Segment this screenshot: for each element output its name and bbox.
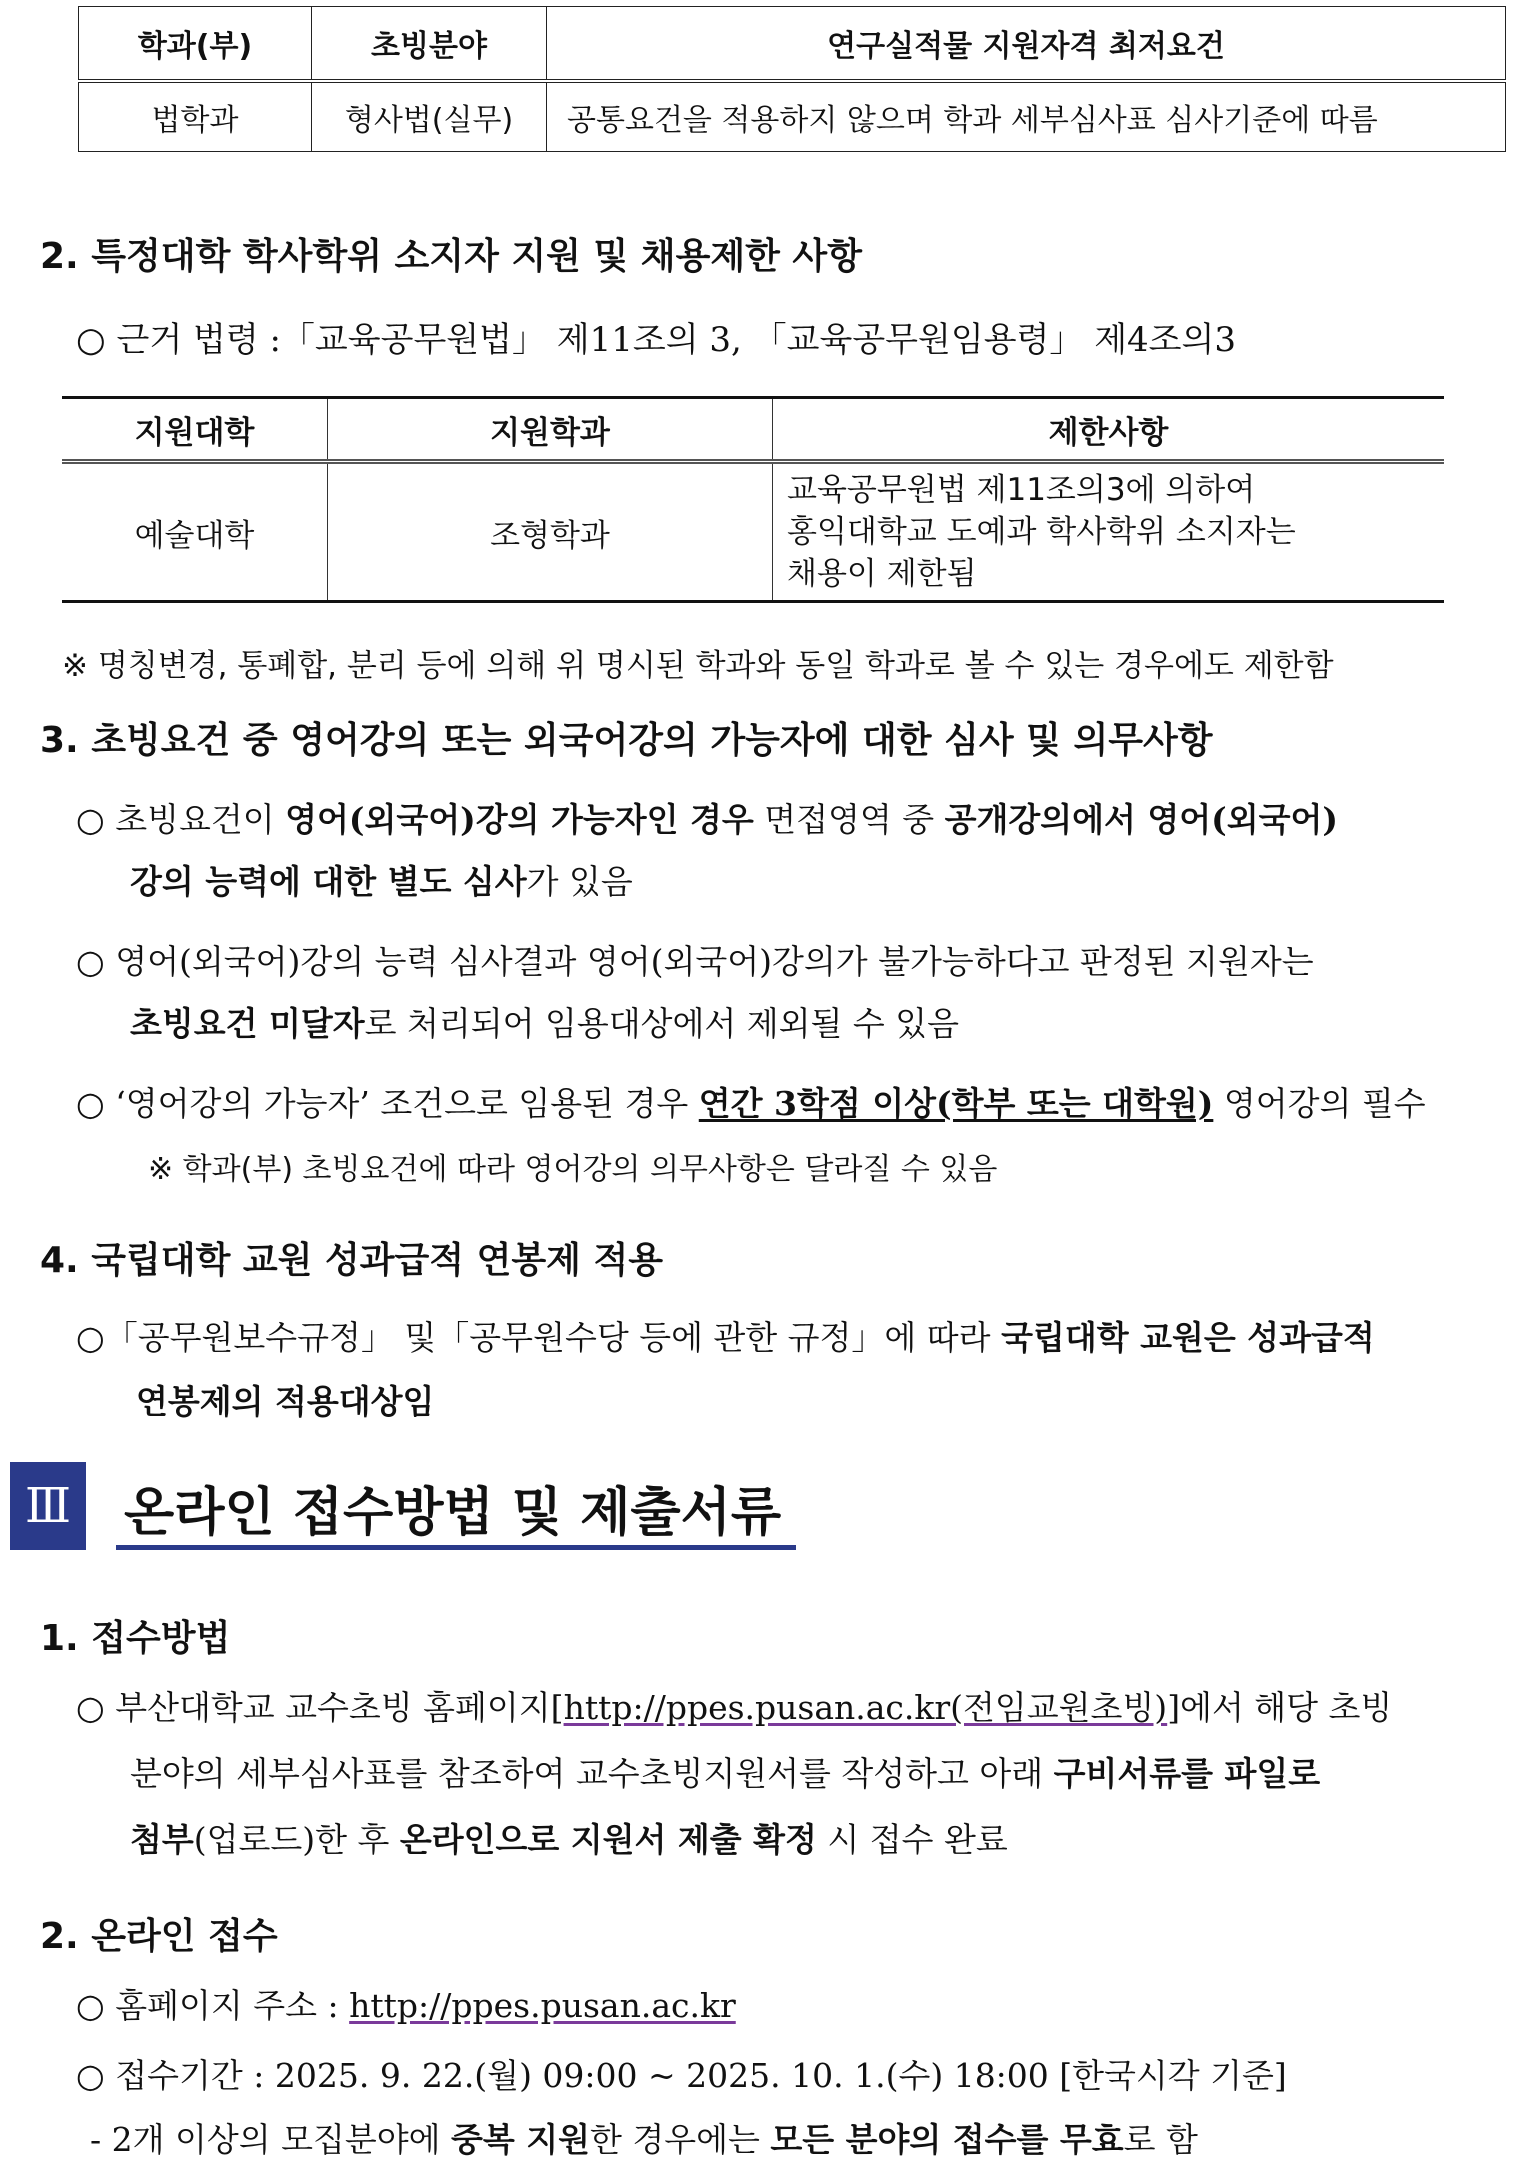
paragraph-continuation: 초빙요건 미달자로 처리되어 임용대상에서 제외될 수 있음: [130, 1004, 960, 1043]
paragraph-continuation: 분야의 세부심사표를 참조하여 교수초빙지원서를 작성하고 아래 구비서류를 파일로: [130, 1754, 1321, 1793]
title-underline: [116, 1545, 796, 1550]
table-cell: 예술대학: [62, 462, 328, 602]
major-section-title: 온라인 접수방법 및 제출서류: [124, 1483, 782, 1543]
paragraph-continuation: 강의 능력에 대한 별도 심사가 있음: [130, 862, 633, 901]
table-cell: 공통요건을 적용하지 않으며 학과 세부심사표 심사기준에 따름: [547, 81, 1506, 152]
section-heading: 4. 국립대학 교원 성과급적 연봉제 적용: [40, 1240, 664, 1281]
table-cell: 조형학과: [328, 462, 773, 602]
restriction-line: 채용이 제한됨: [787, 556, 977, 592]
table-header: 지원대학: [62, 398, 328, 462]
table-header: 학과(부): [79, 7, 312, 82]
paragraph: ○ 부산대학교 교수초빙 홈페이지[http://ppes.pusan.ac.kr(전임교원초빙)]에서 해당 초빙: [76, 1688, 1393, 1727]
paragraph: ○ 초빙요건이 영어(외국어)강의 가능자인 경우 면접영역 중 공개강의에서 영어(외국어): [76, 800, 1339, 839]
note: ※ 명칭변경, 통폐합, 분리 등에 의해 위 명시된 학과와 동일 학과로 볼 수 있는 경우에도 제한함: [62, 648, 1334, 684]
table-cell: 법학과: [79, 81, 312, 152]
restriction-table: [62, 396, 1444, 603]
requirements-table: [78, 6, 1506, 152]
section-heading: 3. 초빙요건 중 영어강의 또는 외국어강의 가능자에 대한 심사 및 의무사항: [40, 720, 1213, 761]
section-number-badge: Ⅲ: [10, 1462, 86, 1550]
recruit-page-link[interactable]: http://ppes.pusan.ac.kr(전임교원초빙): [563, 1688, 1168, 1727]
paragraph: ○ 영어(외국어)강의 능력 심사결과 영어(외국어)강의가 불가능하다고 판정된 지원자는: [76, 942, 1314, 981]
table-header: 제한사항: [773, 398, 1445, 462]
restriction-cell: [773, 462, 1445, 602]
section-heading: 1. 접수방법: [40, 1618, 231, 1659]
restriction-line: 교육공무원법 제11조의3에 의하여: [787, 472, 1256, 508]
paragraph: ○「공무원보수규정」 및「공무원수당 등에 관한 규정」에 따라 국립대학 교원은 성과급적: [76, 1318, 1375, 1357]
table-header: 지원학과: [328, 398, 773, 462]
restriction-line: 홍익대학교 도예과 학사학위 소지자는: [787, 514, 1296, 550]
paragraph-continuation: 연봉제의 적용대상임: [136, 1382, 435, 1421]
homepage-link[interactable]: http://ppes.pusan.ac.kr: [349, 1986, 736, 2025]
paragraph: ○ 홈페이지 주소 : http://ppes.pusan.ac.kr: [76, 1986, 736, 2025]
paragraph: - 2개 이상의 모집분야에 중복 지원한 경우에는 모든 분야의 접수를 무효로 함: [90, 2120, 1198, 2159]
section-heading: 2. 특정대학 학사학위 소지자 지원 및 채용제한 사항: [40, 236, 862, 277]
table-cell: 형사법(실무): [312, 81, 547, 152]
legal-basis: ○ 근거 법령 :「교육공무원법」 제11조의 3, 「교육공무원임용령」 제4조의3: [76, 320, 1236, 360]
table-header: 초빙분야: [312, 7, 547, 82]
table-header: 연구실적물 지원자격 최저요건: [547, 7, 1506, 82]
paragraph: ○ ‘영어강의 가능자’ 조건으로 임용된 경우 연간 3학점 이상(학부 또는 대학원) 영어강의 필수: [76, 1084, 1426, 1123]
note: ※ 학과(부) 초빙요건에 따라 영어강의 의무사항은 달라질 수 있음: [148, 1152, 998, 1187]
section-heading: 2. 온라인 접수: [40, 1916, 278, 1957]
paragraph-continuation: 첨부(업로드)한 후 온라인으로 지원서 제출 확정 시 접수 완료: [130, 1820, 1008, 1859]
paragraph: ○ 접수기간 : 2025. 9. 22.(월) 09:00 ~ 2025. 10. 1.(수) 18:00 [한국시각 기준]: [76, 2056, 1287, 2095]
